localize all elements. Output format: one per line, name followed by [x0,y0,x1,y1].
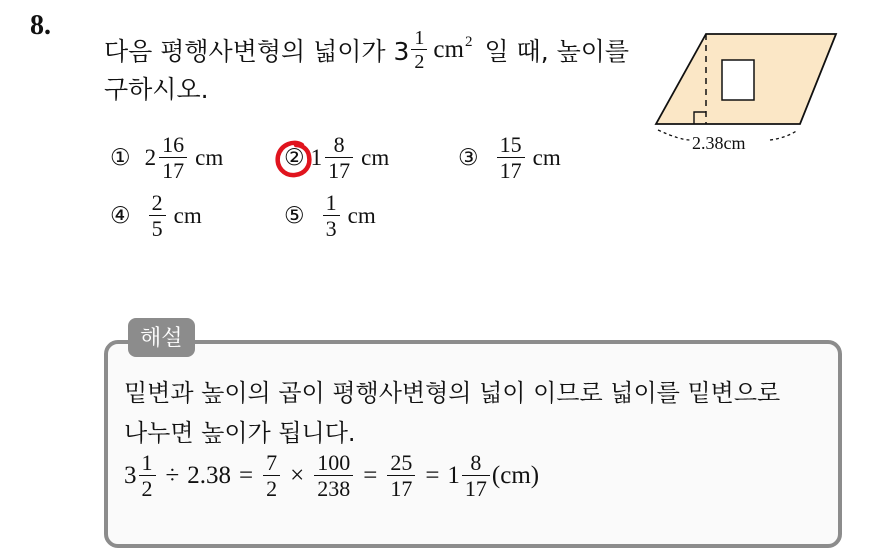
choice-unit: cm [532,145,561,170]
eq-fraction-6 [462,452,490,500]
choice-denominator: 17 [497,157,525,182]
choice-numerator: 15 [499,132,522,157]
choice-denominator: 5 [149,215,166,240]
eq-equals-1: = [238,462,254,489]
choice-denominator: 17 [325,157,353,182]
choice-unit: cm [347,203,376,228]
eq-value-2: 2.38 [187,462,231,489]
question-number: 8. [30,10,51,41]
area-numerator: 1 [414,27,425,49]
eq-numerator: 25 [390,450,413,475]
eq-fraction-5 [387,452,415,500]
choice-5[interactable] [284,192,376,240]
choice-marker: ④ [110,203,131,229]
choice-numerator: 16 [162,132,185,157]
eq-numerator: 1 [141,450,153,475]
eq-fraction-3 [263,452,280,500]
eq-denominator: 17 [462,475,490,500]
white-square [722,60,754,100]
area-unit: cm [433,36,464,63]
eq-fraction-1 [139,452,156,500]
choice-marker: ① [110,145,131,171]
eq-divide: ÷ [165,462,180,489]
choice-fraction [497,134,525,182]
eq-denominator: 2 [263,475,280,500]
question-line-1 [104,28,629,72]
choice-numerator: 2 [151,190,163,215]
solution-equation [124,452,539,500]
eq-equals-3: = [425,462,440,489]
choice-4[interactable] [110,192,202,240]
eq-unit: (cm) [491,462,540,489]
area-exponent: 2 [464,34,473,50]
area-denominator: 2 [411,49,427,72]
solution-line-1: 밑변과 높이의 곱이 평행사변형의 넓이 이므로 넓이를 밑변으로 [124,379,781,407]
choice-fraction [325,134,353,182]
eq-numerator: 7 [266,450,278,475]
choice-denominator: 3 [323,215,340,240]
choice-whole: 1 [310,145,323,170]
choice-whole: 2 [144,145,157,170]
choice-marker: ③ [458,145,479,171]
question-line-2: 구하시오. [104,75,209,104]
eq-equals-2: = [363,462,378,489]
eq-denominator: 2 [139,475,156,500]
choice-3[interactable] [458,134,561,182]
choice-1[interactable] [110,134,223,182]
parallelogram-figure [650,28,840,168]
eq-numerator: 100 [317,450,351,475]
question-text-start: 다음 평행사변형의 넓이가 3 [104,37,410,66]
base-label: 2.38cm [692,133,746,153]
choice-unit: cm [361,145,390,170]
eq-denominator: 17 [387,475,415,500]
eq-numerator: 8 [470,450,482,475]
eq-fraction-4 [314,452,353,500]
choice-marker: ⑤ [284,203,305,229]
eq-whole-6: 1 [447,462,460,489]
choice-denominator: 17 [159,157,187,182]
eq-whole-1: 3 [124,462,137,489]
eq-denominator: 238 [314,475,353,500]
area-fraction [411,28,427,72]
choice-fraction [323,192,340,240]
question-text-end: 일 때, 높이를 [484,37,630,66]
choice-unit: cm [173,203,202,228]
choice-fraction [159,134,187,182]
solution-tag: 해설 [128,318,195,357]
choice-marker: ② [284,145,305,171]
choice-numerator: 8 [333,132,345,157]
choice-numerator: 1 [325,190,337,215]
eq-times: × [290,462,305,489]
selected-answer-mark [272,137,316,181]
solution-line-2: 나누면 높이가 됩니다. [124,419,356,447]
choice-fraction [149,192,166,240]
choice-unit: cm [195,145,224,170]
